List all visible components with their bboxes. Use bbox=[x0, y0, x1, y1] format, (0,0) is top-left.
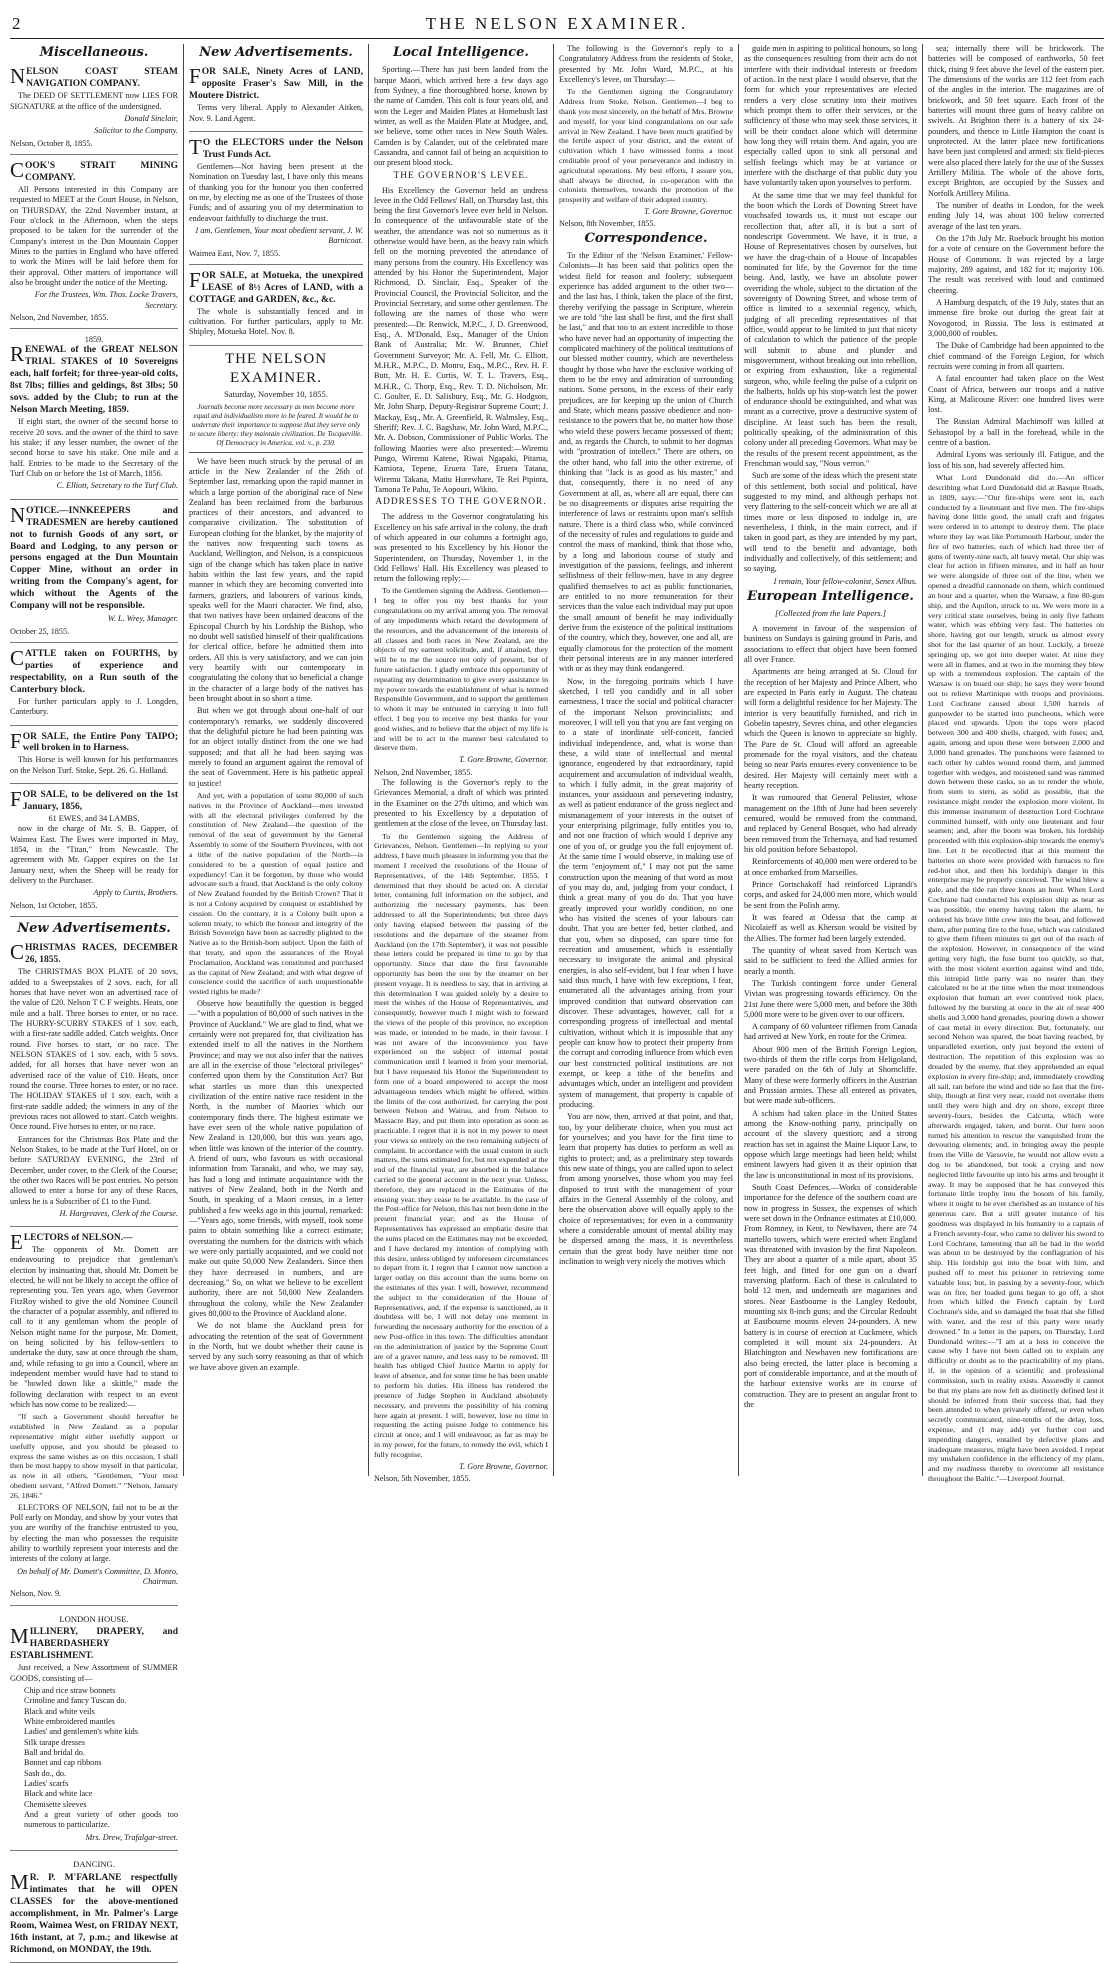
ad-signature: Mrs. Drew, Trafalgar-street. bbox=[85, 1832, 178, 1842]
ad-body: The whole is substantially fenced and in cultivation. For further particulars, apply to Mr. Shipley, Motueka Hotel. Nov. 8. bbox=[189, 306, 363, 337]
editorial-paragraph: We have been much struck by the perusal of an article in the New Zealander of the 26th of September last, remarking upon the rapid manner in which a large portion of the aboriginal race of New Zealand has been reclaimed from the barbarous practices of their ancestors, and advanced to comparative civilization. The substitution of European clothing for the blanket, by the majority of the natives now frequenting such towns as Auckland, Wellington, and Nelson, is a conspicuous sign of the change which has taken place in native habits within the last few years, and the rapid manner in which they are becoming converted into farmers, graziers, and labourers of various kinds, speaks well for the Maori character. We find, also, that two natives have been ordained deacons of the Episcopal Church by his Lordship the Bishop, who no doubt well satisfied himself of their qualifications for clerical office, before he admitted them into orders. All this is very satisfactory, and we can join very heartily with our contemporary in congratulating the colony that so beneficial a change in the character of a large body of the natives has been brought about in so short a time. bbox=[189, 456, 363, 704]
section-heading-new-advertisements: New Advertisements. bbox=[199, 45, 353, 60]
ad-body: now in the charge of Mr. S. B. Gapper, of Waimea East. The Ewes were imported in May, 1854, in the "Titan," from Newcastle. The agreement with Mr. Gapper expires on the 1st January next, when the Sheep will be ready for delivery to the Purchaser. bbox=[10, 824, 178, 885]
news-paragraph: The Turkish contingent force under General Vivian was progressing towards efficiency. On the 21st June there were 5,000 men, and before the 30th 5,000 more were to be given over to our officers. bbox=[744, 978, 917, 1019]
ad-signature: C. Elliott, Secretary to the Turf Club. bbox=[56, 481, 178, 491]
list-item: Black and white veils bbox=[24, 1706, 95, 1716]
ad-trust-funds-electors bbox=[189, 136, 363, 265]
ad-body: Gentlemen—Not having been present at the Nomination on Tuesday last, I have only this means of thanking you for the honour you then conferred on me, by electing me as one of the Trustees of those Funds; and of assuring you of my determination to endeavour faithfully to discharge the trust. bbox=[189, 161, 363, 223]
ad-body: Terms very liberal. Apply to Alexander Aitken, Nov. 9. Land Agent. bbox=[189, 103, 363, 123]
ad-body: The DEED OF SETTLEMENT now LIES FOR SIGNATURE at the office of the undersigned. bbox=[10, 91, 178, 111]
news-paragraph: What Lord Dundonald did do.—An officer describing what Lord Dundonald did at Basque Roads, in 1809, says:—"Our fire-ships were sent in, each conducted by a lieutenant and five men. The fire-ships having done little good, the small craft and frigates were ordered in to attempt to destroy them. The place where they lay was like Portsmouth Harbour, under the fire of two batteries, each of which had three tier of guns of twenty-nine each, all heavy metal. Our ship was clear for action in fifteen minutes, and in half an hour we were alongside of three out of the line, when we opened a dreadful cannonade on them, which continued an hour and a quarter, when the Warsaw, a fine 80-gun ship, and the Aquilon, struck to us. We were more in a very critical state ourselves, being in only five fathom water, which was ebbing very fast. The batteries on shore, having got our length, struck us almost every shot for the last quarter of an hour. Luckily, a breeze springing up, we got into deeper water. At nine they were all in flames, and at two in the morning they blew up with a tremendous explosion. The captain of the Warsaw is on board our ship; he says they were bound out to relieve Martinique with troops and provisions. Lord Cochrane caused about 1,500 barrels of gunpowder to be started into puncheons, which were placed end upwards. Upon the tops were placed between 300 and 400 shells, charged, with fuses; and, again, among and upon these were between 2,000 and 3,000 hand grenades. The puncheons were fastened to each other by cables wound round them, and jammed together with wedges, and moistened sand was rammed down between these casks, so as to render the whole, from stem to stern, as solid as possible, that the resistance might render the explosion more violent. In this immense instrument of destruction Lord Cochrane committed himself, with only one lieutenant and four seamen; and, after the boom was broken, his lordship proceeded with this explosion-ship towards the enemy's line. Let it be recollected that at this moment the batteries on shore were provided with furnaces to fire red-hot shot, and then his lordship's danger in this enterprise may be properly conceived. The wind blew a gale, and the tide ran three knots an hour. When Lord Cochrane had conducted his explosion ship as near as was possible, the enemy having taken the alarm, he ordered his brave little crew into the boat, and followed them, after putting fire to the fuse, which was calculated to give them fifteen minutes to get out of the reach of the explosion. However, in consequence of the wind getting very high, the fuse burnt too quickly, so that, with the most violent exertion against wind and tide, this intrepid little party was no nearer than they calculated to be at the time when the most tremendous explosion that human art ever contrived took place, followed by the bursting at once in the air of near 400 shells and 3,000 hand grenades, pouring down a shower of cast metal in every direction. But, fortunately, our second Nelson was spared, the boat having reached, by unparalleled exertion, only just beyond the extent of destruction. The repetition of this explosion was so dreaded by the enemy, that they apprehended an equal explosion in every fire-ship; and, immediately crowding all sail, ran before the wind and tide so fast that the fire-ship, though at first very near, could not overtake them until they were high and dry on shore, except three seventy-fours, besides the Calcutta, which were afterwards engaged, taken, and burnt. Our hero soon turned his attention to rescue the vanquished from the devouring elements; and, in bringing away the people from the Ville de Varsovie, he would not allow even a dog to be abandoned, but took a crying and now neglected little favourite up into his arms and brought it away. It may be supposed that he has conveyed this fortunate little trophy into the bosom of his family, where it ought to be ever cherished as an instance of his generous care. But a still greater instance of his goodness was displayed in his humanity to a captain of a French seventy-four, who came to deliver his sword to Lord Cochrane, lamenting that all he had in the world was about to be destroyed by the conflagration of his ship. His lordship got into the boat with him, and pushed off to meet his prisoner in retrieving some valuable loss; but, in passing by a seventy-four, which was on fire, her loaded guns began to go off, a shot from which killed the French captain by Lord Cochrane's side, and so damaged the boat that she filled with water, and the rest of this party were nearly drowned." In a letter in the papers, on Thursday, Lord Dundonald writes:—"I am at a loss to conceive the cause why I have not been called on to explain any difficulty or doubt as to the practicability of my plans, if, in the opinion of a scientific and professional commission, such in reality exists. Assuredly it cannot be that my plans are now felt as distinctly defined lest it should be inferred from their success that, had they been attended to when privately offered, or even when secretly communicated, nine-tenths of the delay, loss, expense, and (I may add) yet further cost and impending dangers, entailed by defective plans and inadequate measures, might have been avoided. I repeat my unshaken confidence in the efficiency of my plans, and my readiness thereby to overcome all resistance throughout the Baltic."—Liverpool Journal. bbox=[928, 473, 1104, 1483]
ad-body: Entrances for the Christmas Box Plate and the Nelson Stakes, to be made at the Turf Hotel, on or before SATURDAY EVENING, the 23rd of December, under cover, to the Clerk of the Course; the other two Races will be post entries. No person allowed to enter a horse for any of these Races, unless he is a Subscriber of £1 to the Fund. bbox=[10, 1134, 178, 1206]
column-3 bbox=[374, 44, 548, 1483]
editorial-quote: And yet, with a population of some 80,000 of such natives in the Province of Auckland—men invested with all the electoral privileges conferred by the constitution of New Zealand—the question of the removal of the seat of government by the General Assembly to some of the Southern Provinces, with not a tithe of the native population of the North—is considered to be a question of equal justice and expediency! Can it be forgotten, by those who would advocate such a fraud, that Auckland is the only colony of New Zealand founded by the British Crown? That it is not a Colony acquired by conquest or established by cession. On the contrary, it is a Colony built upon a solemn treaty, to which the honour and integrity of the British Sovereign have been as sacredly plighted to the Native as to the British-born subject. Upon the faith of that treaty, and upon the assurances of the Royal Proclamation, Auckland was constituted and purchased as the capital of New Zealand; and with what degree of conscience could the sacrifice of such unquestionable vested rights be made? bbox=[189, 791, 363, 997]
reply-date: Nelson, 2nd November, 1855. bbox=[374, 767, 473, 777]
ad-date: Nelson, 2nd November, 1855. bbox=[10, 312, 109, 322]
article-paragraph: The following is the Governor's reply to a Congratulatory Address from the residents of Stoke, presented by Mr. John Ward, M.P.C., at his Excellency's levee, on Thursday:— bbox=[559, 44, 733, 84]
letter-paragraph: You are now, then, arrived at that point, and that, too, by your deliberate choice, when you must act for yourselves; and you have for the first time to learn that property has duties to perform as well as rights to protect; and, as a preliminary step towards this new state of things, you are called upon to select from among yourselves, those whom you may feel disposed to trust with the management of your affairs in the General Assembly of the colony, and here the observation above will equally apply to the choice of representatives; for even in a community where a considerable amount of mental ability may be dispersed among the mass, it is nevertheless certain that the great body have neither time nor inclination to weigh very nicely the motives which bbox=[559, 1112, 733, 1266]
ad-body: All Persons interested in this Company are requested to MEET at the Court House, in Nelson, on THURSDAY, the 22nd November instant, at Four o'clock in the Afternoon, when the steps proposed to be taken for the surrender of the Company's interest in the Dun Mountain Copper Mines to the parties in England who have offered to work the Mines will be laid before them for their approval. Other matters of importance will also be brought under the notice of the Meeting. bbox=[10, 184, 178, 287]
ad-signature: On behalf of Mr. Domett's Committee, D. Monro, Chairman. bbox=[17, 1566, 178, 1586]
article-paragraph: His Excellency the Governor held an undress levee in the Odd Fellows' Hall, on Thursday last, this being the first Governor's levee ever held in Nelson. In consequence of the unfavourable state of the weather, the attendance was not so numerous as it otherwise would have been, as the heavy rain which fell on the morning prevented the attendance of many persons from the country. His Excellency was attended by his Honor the Superintendent, Major Richmond, D. Sinclair, Esq., Speaker of the Provincial Council, the Provincial Solicitor, and the Provincial Secretary, and some other gentlemen. The following are the names of those who were presented:—Dr. Renwick, M.P.C., J. D. Greenwood, Esq., A. M'Donald, Esq., Manager of the Union Bank of Australia; Mr. W. Brunner, Chief Government Surveyor; Mr. A. Fell, Mr. C. Elliott, M.H.R., M.P.C., D. Monro, Esq., M.P.C., Rev. H. F. Butt, Mr. H. E. Curtis, W. T. L. Travers, Esq., M.H.R., C. Thorp, Esq., Rev. T. D. Nicholson, Mr. C. Goulter, E. D. Salisbury, Esq., Mr. G. Hodgson, Mr. John Sharp, Deputy-Registrar Supreme Court; J. Mackay, Esq., Mr. A. Greenfield, R. Walmsley, Esq., Sheriff; Rev. J. C. Bagshaw, Mr. John Ward, M.P.C., Mr. A. Dobson, Commissioner of Public Works. The following Maories were also presented:—Wiremu Pungo, Wiremu Katene, Riwai Ngapaki, Pitama, Kamiora, Tepene, Eruera Tare, Eruera Tatana, Wiremu Takana, Matiu Hurewhare, Te Rei Pipiora, Tamona Te Pahu, Te Aopouri, Wikito. bbox=[374, 185, 548, 495]
column-5 bbox=[744, 44, 917, 1476]
ad-headline: CHRISTMAS RACES, DECEMBER 26, 1855. bbox=[10, 940, 178, 966]
news-paragraph: Reinforcements of 40,000 men were ordered to be at once embarked from Marseilles. bbox=[744, 857, 917, 877]
news-paragraph: The Russian Admiral Machimoff was killed at Sebastopol by a ball in the forehead, while in the centre of a bastion. bbox=[928, 417, 1104, 448]
list-item: Black and white lace bbox=[24, 1789, 93, 1799]
ad-headline: COOK'S STRAIT MINING COMPANY. bbox=[10, 157, 178, 183]
ad-body: The CHRISTMAS BOX PLATE of 20 sovs, added to a Sweepstakes of 2 sovs. each, for all horses that have never won an advertised race of the value of £20. Nelson T C F weights. Heats, one mile and a half. Three horses to enter, or no race. The HURRY-SCURRY STAKES of 1 sov. each, with a first-rate saddle added. Catch weights. Once round. Five horses to start, or no race. The NELSON STAKES of 1 sov. each, with 5 sovs. added, for all horses that have never won an advertised race of the value of £10. Heats, once round the course. Three horses to enter, or no race. The HOLIDAY STAKES of 1 sov. each, with a first-rate saddle added; the winners in any of the previous races not allowed to start. Catch weights. Once round. Five horses to enter, or no race. bbox=[10, 967, 178, 1132]
ad-motueka-lease bbox=[189, 269, 363, 346]
ad-trial-stakes bbox=[10, 333, 178, 499]
ad-headline: ELECTORS of NELSON.— bbox=[10, 1230, 133, 1255]
list-item: White embroidered mantles bbox=[24, 1717, 115, 1727]
news-paragraph: South Coast Defences.—Works of considerable importance for the defence of the southern coast are now in progress in Sussex, the expenses of which were set down in the Ordnance estimates at £10,000. From Romney, in Kent, to Newhaven, there are 74 martello towers, which were erected when England was threatened with invasion by the first Napoleon. They are about a quarter of a mile apart, about 35 feet high, and fitted for one gun on a dwarf traversing platform. Each of these is calculated to hold 12 men, and underneath are magazines and stores. Near Eastbourne is the Langley Redoubt, mounting six 8-inch guns; and the Circular Redoubt at Eastbourne mounts eleven 24-pounders. A new battery is in course of erection at Cuckmere, which completed it will mount six 24-pounders. At Blatchington and Newhaven new fortifications are also being erected, the latter place is becoming a port of considerable importance, and at the mouth of the harbour extensive works are in course of construction. They are to present an angular front to the bbox=[744, 1183, 917, 1409]
governor-reply: To the Gentlemen signing the Address. Gentlemen—I beg to offer you my best thanks for your congratulations on my arrival among you. The removal of any impediments which retard the development of the resources, and the advancement of the interests of all classes and both races in New Zealand, are the objects of my earnest solicitude, and, if attained, they will be to me the source not only of present, but of future satisfaction. I gladly embrace this opportunity of repeating my determination to give every assistance in my power towards the establishment of what is termed Responsible Government, and to support the gentlemen to whom it may be entrusted in carrying it into full effect. I beg you to receive my best thanks for your good wishes, and to believe that the object of my life is and will be to act in the manner best calculated to deserve them. bbox=[374, 586, 548, 753]
ad-headline: FOR SALE, Ninety Acres of LAND, opposite Fraser's Saw Mill, in the Moutere District. bbox=[189, 64, 363, 102]
news-paragraph: Admiral Lyons was seriously ill. Fatigue, and the loss of his son, had severely affected him. bbox=[928, 450, 1104, 470]
news-paragraph: A movement in favour of the suspension of business on Sundays is gaining ground in Paris, and associations to effect that object have been formed all over France. bbox=[744, 624, 917, 664]
ad-signature: H. Hargreaves, Clerk of the Course. bbox=[59, 1208, 178, 1218]
column-rule bbox=[368, 44, 369, 1476]
ad-quote: "If such a Government should hereafter be established in New Zealand as a popular representative might either usefully support or usefully oppose, and you should be pleased to express the same wishes as on this occasion, I shall then be most happy to show myself in that particular, as now in all others, "Gentlemen, "Your most obedient servant, "Alfred Domett." "Nelson, January 26, 1846." bbox=[10, 1412, 178, 1500]
masthead bbox=[10, 14, 1104, 34]
section-heading-miscellaneous: Miscellaneous. bbox=[39, 45, 149, 60]
article-subheading: ADDRESSES TO THE GOVERNOR. bbox=[375, 497, 547, 508]
ad-signature: Apply to Curtis, Brothers. bbox=[93, 888, 178, 898]
ad-dancing bbox=[10, 1855, 178, 1963]
news-paragraph: A company of 60 volunteer riflemen from Canada had arrived at New York, en route for the Crimea. bbox=[744, 1022, 917, 1042]
list-item: Chip and rice straw bonnets bbox=[24, 1686, 116, 1696]
letter-paragraph: To the Editor of the 'Nelson Examiner.' Fellow-Colonists—It has been said that politics open the widest field for reason and foolery; subsequent experience has added argument to the other two—and the last has, I think, taken the place of the first, thereby verifying the passage in Scripture, wherein we are told "the last shall be first, and the first shall be last," and that too to an extent incredible to those who have never had an opportunity of inspecting the complicated machinery of the political institutions of our blessed mother country, which are nevertheless thought by those who have the exclusive working of them to be the envy and admiration of surrounding nations. Some persons, in the excess of their early prejudices, are for keeping up the union of Church and State, which means passive obedience and non-resistance to the powers that be, no matter how those who wield these powers became possessed of them; and, as regards the Church, to submit to her dogmas with "prostration of intellect." There are others, on the other hand, who fall into the other extreme, of thinking that "Jack is as good as his master," and that, consequently, there is no need of any Government at all, as, where all are equal, there can be no disagreements or disputes arise requiring the interference of laws or restraints upon man's selfish nature. There is a third class who, while convinced of the necessity of rules and regulations to guide and control the mass of mankind, think that those who, by a long and laborious course of study and investigation of the passions, feelings, and inherent selfishness of their fellow-men, have in any degree qualified themselves to act as public functionaries, are entitled to no more remuneration for their services than the value each individual may put upon the small amount of benefit he may individually derive from the existence of the political institutions of the country, which they, however, one and all, are equally clamorous for the protection of the moment their personal interests are in any manner interfered with or as they may think endangered. bbox=[559, 251, 733, 674]
ad-electors-of-nelson bbox=[10, 1231, 178, 1605]
ad-date: Nelson, October 8, 1855. bbox=[10, 138, 93, 148]
ad-headline: RENEWAL of the GREAT NELSON TRIAL STAKES of 10 Sovereigns each, half forfeit; for three-year-old colts, 8st 7lbs; fillies and geldings, 8st 3lbs; 50 sovs. added by the Club; to run at the Nelson March Meeting, 1859. bbox=[10, 342, 178, 416]
news-paragraph: It was feared at Odessa that the camp at Nicolaieff as well as Kherson would be visited by the Allies. The former had been largely extended. bbox=[744, 912, 917, 943]
ad-body: For further particulars apply to J. Longden, Canterbury. bbox=[10, 696, 178, 717]
page-number: 2 bbox=[12, 14, 21, 33]
ad-subheading: LONDON HOUSE. bbox=[59, 1613, 129, 1624]
ad-headline: TO the ELECTORS under the Nelson Trust Funds Act. bbox=[189, 134, 363, 160]
ad-body: This Horse is well known for his performances on the Nelson Turf. Stoke, Sept. 26. G. Holland. bbox=[10, 755, 178, 775]
list-item: Chemisette sleeves bbox=[24, 1799, 87, 1809]
ad-signature: Donald Sinclair, bbox=[124, 113, 178, 123]
ad-body: Just received, a New Assortment of SUMMER GOODS, consisting of— bbox=[10, 1663, 178, 1683]
ad-pony-sale bbox=[10, 730, 178, 785]
ad-mining-company bbox=[10, 159, 178, 329]
letter-paragraph: Such are some of the ideas which the present state of this settlement, both social and political, have suggested to my mind, and although perhaps not very flattering to the self-conceit which we are all at times more or less disposed to indulge in, are nevertheless, I think, in the main correct, and if taken in good part, as they are intended by my part, will tend to the benefit and advantage, both individually and collectively, of this settlement; and so saying, bbox=[744, 471, 917, 574]
ad-london-house bbox=[10, 1610, 178, 1851]
editorial-paragraph: Observe how beautifully the question is begged—"with a population of 80,000 of such natives in the Province of Auckland." We are glad to find, what we certainly were not prepared for, that civilization has extended itself to all the natives in the Northern Province; and may we not also infer that the natives are all in the exercise of those "electoral privileges" conferred upon them by the Constitution Act? But what startles us more than this unexpected civilization of the entire native race resident in the North, is the number of Maories which our contemporary finds there. The highest estimate we have ever seen of the whole native population of New Zealand is 120,000, but this was years ago, when little was known of the interior of the country. A friend of ours, who favours us with occasional information from Taranaki, and who, we may say, has had a long and intimate acquaintance with the natives of New Zealand, both in the North and South, in speaking of a Maori census, in a letter published a few weeks ago in this journal, remarked:—"Years ago, some friends, with myself, took some pains to obtain something like a correct estimate; overstating the numbers for the districts with which we were only partially acquainted, and we could not make out quite 50,000 New Zealanders. Since then they have decreased in numbers, and are decreasing." So, on what we believe to be excellent authority, there are not 50,000 New Zealanders throughout the colony, while the New Zealander gives 80,000 to the Province of Auckland alone. bbox=[189, 999, 363, 1318]
list-item: Sash do., do. bbox=[24, 1768, 67, 1778]
column-6 bbox=[928, 44, 1104, 1483]
letter-paragraph: Now, in the foregoing portraits which I have sketched, I tell you candidly and in all sober earnestness, I trace the social and political character of the important Nelson provincialists; and moreover, I will tell you that you are fast verging on to a state of inordinate self-conceit, fancied individual independence, and, what is worse than these, a wild state of intellectual and mental ignorance, engendered by that extraordinary, rapid acquirement and accumulation of individual wealth, to which I fully admit, in the great majority of instances, your assiduous and persevering industry, as well as patient endurance of the gross neglect and mismanagement of your interests in the outset of your enterprising pilgrimage, fully entitles you to, and not one fraction of which would I deprive any one of you of, or grudge you the full enjoyment of. At the same time I would observe, in making use of the term "enjoyment of," I may not put the same construction upon the meaning of that word as most of you may do, and, judging from your conduct, I think a great many of you do do. That you have greatly improved your worldly condition, no one who has visited the scenes of your labours can doubt. That you are better fed, better clothed, and that you, when so disposed, can spare time for recreation and amusement, which is essentially necessary to invigorate the animal and physical energies, is also self-evident, but I fear when I have said thus much, I have with few exceptions, I fear, enumerated all the advantages arising from your improved condition that outward observation can discover. These advantages, however, call for a corresponding progress of intellectual and mental cultivation, without which it is impossible that any people can know how to protect their property from the corrupt and corroding influence from which even our best constructed political institutions are not exempt, or keep a tithe of the benefits and advantages which, under an intelligent and provident system of management, that property is capable of producing. bbox=[559, 676, 733, 1109]
governor-reply: To the Gentlemen signing the Address of Grievances, Nelson. Gentlemen—In replying to your address, I have much pleasure in informing you that the moment I received the resolutions of the House of Representatives, of the 14th September, 1855, I determined that they should be acted on. A circular letter, containing full information on the subject, and authorizing the necessary payments, has been addressed to all the Superintendents; but three days only having elapsed between the passing of the resolutions and the departure of the steamer from Auckland (on the 17th September), it was not possible these letters could be prepared in time to go by that opportunity. Since that date the first favourable opportunity has been the one by the steamer on her present voyage. It is needless to say, that in arriving at this determination I was guided solely by a desire to meet the wishes of the House of Representatives, and consequently, however much I might wish to forward the views of the people of this province, no exception was made, or intended to be made, in their favour. I was not aware of the inconvenience you have experienced on the subject of internal postal communication until I learned it from your memorial, but I have requested his Honor the Superintendent to form one of a board empowered to accept the most advantageous tenders which might be offered, within the limits of the cost authorized, for carrying the post between Nelson and Wairau, and from Nelson to Massacre Bay, and put them into operation as soon as practicable. I regret that it is not in my power to meet your views so entirely on the two remaining subjects of complaint. In accordance with the usual custom in such matters, the sums estimated for, but not expended at the end of the financial year, are absorbed in the balance carried to the general account in the next year. Unless, therefore, they are replaced in the Estimates of the ensuing year, they cease to be available. In the case of the Post-office for Nelson, this has not been done in the present financial year; and as the House of Representatives has expressed an emphatic desire that the sums placed on the Estimates may not be exceeded, and I have declared my intention of complying with this desire, unless obliged by unforeseen circumstances to depart from it, I regret that I cannot now sanction a larger outlay on this account than the sums borne on the estimates of this year. I will, however, recommend the subject to the consideration of the House of Representatives, and, if the expense is sanctioned, as it doubtless will be, I will not delay one moment in forwarding the necessary authority for the erection of a new Post-office in this town. The difficulties attendant on the administration of justice by the Supreme Court are of a graver nature, and less easy to be removed. Ill health has obliged Chief Justice Martin to apply for leave of absence, and for some time he has been unable to perform his duties. His illness has rendered the presence of Judge Stephen in Auckland absolutely necessary, and prevents the possibility of his coming here again at present. I will, however, lose no time in requesting the acting puisne Judge to commence his circuit at once, and I will endeavour, as far as may be in my power, for the future, to remedy the evil, which I fully recognise. bbox=[374, 831, 548, 1459]
ad-headline: FOR SALE, the Entire Pony TAIPO; well broken in to Harness. bbox=[10, 728, 178, 754]
ad-steam-navigation bbox=[10, 65, 178, 155]
masthead-rule bbox=[10, 38, 1104, 39]
reply-signature: T. Gore Browne, Governor. bbox=[644, 207, 733, 217]
reply-date: Nelson, 5th November, 1855. bbox=[374, 1473, 471, 1483]
ad-headline: FOR SALE, at Motueka, the unexpired LEASE of 8½ Acres of LAND, with a COTTAGE and GARDEN, &c., &c. bbox=[189, 267, 363, 305]
letter-paragraph: guide men in aspiring to political honours, so long as the consequences resulting from their acts do not interfere with their individual interests or freedom of action. In the next place I would observe, that the form for which your representatives are elected renders a very close scrutiny into their motives which prompt them to offer their services, or the sufficiency of those who may seek those services, it will be their conduct alone which will determine how long they will retain them. And again, you are especially called upon to sink all personal and selfish feelings which may be at variance or interfere with the discharge of that public duty you have voluntarily taken upon yourselves to perform. bbox=[744, 44, 917, 188]
editorial-paragraph: We do not blame the Auckland press for advocating the retention of the seat of Government in the North, but we doubt whether their cause is served by any such sorry reasoning as that of which we have above given an example. bbox=[189, 1321, 363, 1372]
ad-ewes-sale bbox=[10, 788, 178, 917]
column-4 bbox=[559, 44, 733, 1476]
ad-signature: Solicitor to the Company. bbox=[94, 126, 178, 136]
list-item: Ladies' scarfs bbox=[24, 1779, 69, 1788]
news-paragraph: The number of deaths in London, for the week ending July 14, was about 100 below corrected average of the last ten years. bbox=[928, 200, 1104, 231]
section-note: [Collected from the late Papers.] bbox=[774, 609, 887, 619]
list-item: Ball and bridal do. bbox=[24, 1748, 85, 1758]
news-paragraph: A schism had taken place in the United States among the Know-nothing party, principally on account of the slavery question; and a strong reaction has set in against the Maine Liquor Law, to oppose which large meetings had been held; whilst eminent lawyers had given it as their opinion that the law is unconstitutional in most of its provisions. bbox=[744, 1108, 917, 1180]
ad-body: If eight start, the owner of the second horse to receive 20 sovs. and the owner of the third to save his stake; if any lesser number, the owner of the second horse to save his stake. One mile and a half. Entries to be made to the Secretary of the Turf Club on or before the 1st of March, 1856. bbox=[10, 417, 178, 478]
column-1 bbox=[10, 44, 178, 1955]
letter-signature: I remain, Your fellow-colonist, Senex Albus. bbox=[773, 576, 917, 586]
news-paragraph: A fatal encounter had taken place on the West Coast of Africa, between our troops and a native King, at Malicoune River: one hundred lives were lost. bbox=[928, 374, 1104, 415]
newspaper-title: THE NELSON EXAMINER. bbox=[425, 14, 689, 33]
reply-signature: T. Gore Browne, Governor. bbox=[459, 1461, 548, 1471]
column-rule bbox=[738, 44, 739, 1476]
column-rule bbox=[553, 44, 554, 1476]
ad-body: ELECTORS OF NELSON, fail not to be at the Poll early on Monday, and show by your votes that you are worthy of the franchise entrusted to you, by electing the man who possesses the requisite ability to worthily represent your interests and the interests of the colony at large. bbox=[10, 1502, 178, 1564]
editorial-date: Saturday, November 10, 1855. bbox=[224, 388, 328, 399]
ad-body: The opponents of Mr. Domett are endeavouring to prejudice that gentleman's election by insinuating that, should Mr. Domett be elected, he will not be likely to accept the office of representing you. Ten years ago, when Governor FitzRoy wished to give the old Nominee Council the character of a popular assembly, and offered to call to it any gentleman whom the people of Nelson might name for the purpose, Mr. Domett, on being solicited by his fellow-settlers to undertake the duty, saw at once through the sham, and, while refusing to go into a Council, where an independent member would have had to stand to be "bowled down like a skittle," made the following declaration with respect to an event which has now come to be realized:— bbox=[10, 1245, 178, 1410]
ad-items: 61 EWES, and 34 LAMBS, bbox=[48, 814, 140, 824]
news-paragraph: The Duke of Cambridge had been appointed to the chief command of the Foreign Legion, for which recruits were coming in from all quarters. bbox=[928, 341, 1104, 371]
list-item: Bonnet and cap ribbons bbox=[24, 1758, 102, 1768]
article-paragraph: The following is the Governor's reply to the Grievances Memorial, a draft of which was printed in the Examiner on the 27th ultimo, and which was presented to his Excellency by a deputation of gentlemen at the close of the levee, on Thursday last. bbox=[374, 777, 548, 829]
news-paragraph: Prince Gortschakoff had reinforced Liprandi's corps, and asked for 24,000 men more, which would be sent from the Polish army. bbox=[744, 879, 917, 910]
news-paragraph: It was rumoured that General Pelissier, whose management on the 18th of June had been severely censured, would be removed from the command, and replaced by General Bosquet, who had already been removed from the Tchernaya, and had resumed his old position before Sebastopol. bbox=[744, 793, 917, 854]
ad-subheading: DANCING. bbox=[73, 1858, 115, 1869]
ad-headline: FOR SALE, to be delivered on the 1st January, 1856, bbox=[10, 787, 178, 813]
ad-headline: MILLINERY, DRAPERY, and HABERDASHERY ESTABLISHMENT. bbox=[10, 1624, 178, 1662]
ad-year: 1859. bbox=[84, 335, 104, 345]
ad-innkeepers-notice bbox=[10, 504, 178, 643]
ad-land-sale bbox=[189, 65, 363, 132]
ad-headline: NELSON COAST STEAM NAVIGATION COMPANY. bbox=[10, 64, 178, 90]
ad-signature: I am, Gentlemen, Your most obedient servant, J. W. Barnicoat. bbox=[195, 225, 363, 246]
editorial-masthead: THE NELSON EXAMINER. bbox=[224, 350, 328, 386]
list-item: Silk tarape dresses bbox=[24, 1737, 85, 1747]
editorial-paragraph: But when we got through about one-half of our contemporary's remarks, we suddenly discovered that the delightful picture he had been painting was for an object totally distinct from the one we had supposed; and that all he had been saying was merely to found an argument against the removal of the seat of Government. Here is his pathetic appeal to justice! bbox=[189, 706, 363, 788]
column-rule bbox=[922, 44, 923, 1476]
ad-date: Nelson, 1st October, 1855. bbox=[10, 900, 98, 910]
reply-signature: T. Gore Browne, Governor. bbox=[459, 755, 548, 765]
ad-signature: W. L. Wrey, Manager. bbox=[107, 614, 178, 624]
ad-headline: CATTLE taken on FOURTHS, by parties of experience and respectability, on a Run south of the Canterbury block. bbox=[10, 645, 178, 695]
news-paragraph: Apartments are being arranged at St. Cloud for the reception of her Majesty and Prince Albert, who are expected in Paris early in August. The chateau will form a delightful residence for her Majesty. The interior is very beautifully furnished, and rich in Gobelin tapestry, Sevres china, and other elegancies which the Queen is known to appreciate so highly. The Pare de St. Cloud will afford an agreeable promenade for the royal visitors, and the chateau being so near Paris ensures every convenience to be desired. Her Majesty will certainly meet with a hearty reception. bbox=[744, 667, 917, 790]
editorial-motto: Journals become more necessary as men become more equal and individualism more to be feared. It would be to underrate their importance to suppose that they serve only to secure liberty: they maintain civilization. De Tocqueville. Of Democracy in America, vol. v., p. 230. bbox=[189, 403, 363, 452]
reply-date: Nelson, 8th November, 1855. bbox=[559, 219, 656, 229]
list-item: Ladies' and gentlemen's white kids bbox=[24, 1727, 138, 1737]
column-2 bbox=[189, 44, 363, 1476]
news-paragraph: On the 17th July Mr. Roebuck brought his motion for a vote of censure on the Government before the House of Commons. It was rejected by a large majority, 289 against, and 182 for it; majority 106. The result was received with loud and continued cheering. bbox=[928, 233, 1104, 295]
ad-cattle bbox=[10, 647, 178, 726]
article-subheading: THE GOVERNOR'S LEVEE. bbox=[393, 170, 529, 181]
section-heading-new-advertisements: New Advertisements. bbox=[17, 920, 171, 936]
section-heading-correspondence: Correspondence. bbox=[584, 230, 708, 246]
news-paragraph: A Hamburg despatch, of the 19 July, states that an immense fire broke out during the great fair at Novogorod, in Russia. The loss is estimated at 3,000,000 of roubles. bbox=[928, 297, 1104, 338]
section-heading-european-intelligence: European Intelligence. bbox=[747, 589, 914, 605]
ad-signature: For the Trustees, Wm. Thos. Locke Travers, Secretary. bbox=[34, 290, 178, 310]
news-paragraph: sea; internally there will be brickwork. The batteries will be composed of earthworks, 50 feet thick, rising 9 feet above the level of the eastern pier. The dimensions of the works are 112 feet from each of the angles in the interior. The magazines are of brickwork, and 50 feet square. Each front of the batteries will mount three guns of heavy calibre on swivels. At Brighton there is a battery of six 24-pounders, and thence to Little Hampton the coast is unprotected. At the latter place new fortifications have been just completed and armed: six field-pieces were also placed there lately for the use of the Sussex Artillery Militia. The whole of the above forts, except Brighton, are occupied by the Sussex and Norfolk Artillery Militia. bbox=[928, 44, 1104, 198]
letter-paragraph: At the same time that we may feel thankful for the boon which the Lords of Downing Street have vouchsafed towards us, it must not escape our recollection that, after all, it is but a sort of nondescript Government. We have, it is true, a House of Representatives chosen by ourselves, but we have the drag-chain of a House of Incapables nominated for life, by the Governor for the time being. And, lastly, we have an absolute power overriding the whole, subject to the dictation of the sovereignty of Downing Street, and whose term of office is limited to a sexennial regency, which, judging of all preceding representatives of that office, would appear to be limited to just that nicety of calculation to which the patience of the people will submit to abuse and plunder and misgovernment, without breaking out into rebellion, or expiring from exhaustion, like a regimental surgeon, who, while feeling the pulse of a culprit on the halberts, holds up his stop-watch lest the power of endurance should be extinguished, and what was meant as a corrective, prove a destructive system of discipline. At least such has been the result, politically speaking, of the administration of this colony under all preceding Governors. What may be the results of the present recent appointment, as the Frenchman would say, "Nous verron." bbox=[744, 190, 917, 469]
ad-date: Waimea East, Nov. 7, 1855. bbox=[189, 248, 281, 258]
article-paragraph: The address to the Governor congratulating his Excellency on his safe arrival in the colony, the draft of which appeared in our columns a fortnight ago, was presented to his Excellency by his Honor the Superintendent, on Thursday, November 1, in the Odd Fellows' Hall. His Excellency was pleased to return the following reply:— bbox=[374, 512, 548, 584]
article-paragraph: Sporting.—There has just been landed from the barque Maori, which arrived here a few days ago from Sydney, a fine thoroughbred horse, known by the name of Camden. This colt is four years old, and won the Leger and Maiden Plates at Homebush last winter, as well as the Maiden Plate at Mudgee, and, we believe, some other races in New South Wales. Camden is by Calander, out of the celebrated mare Cassandra, and cannot fail of being an acquisition to our present blood stock. bbox=[374, 65, 548, 168]
news-paragraph: The quantity of wheat saved from Kertsch was said to be sufficient to feed the Allied armies for nearly a month. bbox=[744, 945, 917, 976]
list-item: Crinoline and fancy Tuscan do. bbox=[24, 1696, 127, 1706]
column-rule bbox=[183, 44, 184, 1476]
goods-list bbox=[24, 1686, 178, 1831]
governor-reply: To the Gentlemen signing the Congratulatory Address from Stoke, Nelson. Gentlemen—I beg to thank you most sincerely, on the behalf of Mrs. Browne and myself, for your kind congratulations on our safe arrival in New Zealand. I have been much gratified by the fertile aspect of your district, and the extent of cultivation which I have witnessed forms a most creditable proof of your perseverance and industry in agricultural operations. My best efforts, I assure you, shall always be directed, in co-operation with the colonists themselves, towards the promotion of the prosperity and welfare of their adopted country. bbox=[559, 87, 733, 205]
news-paragraph: About 900 men of the British Foreign Legion, two-thirds of them the rifle corps from Heligoland, were paraded on the 6th of July at Shorncliffe. Many of these were formerly officers in the Austrian and Prussian armies. These all entered as privates, but were made sub-officers. bbox=[744, 1044, 917, 1106]
ad-christmas-races bbox=[10, 941, 178, 1227]
ad-headline: MR. P. M'FARLANE respectfully intimates that he will OPEN CLASSES for the above-mentioned accomplishment, in Mr. Palmer's Large Room, Waimea West, on FRIDAY NEXT, 16th instant, at 7, p.m.; and likewise at Richmond, on MONDAY, the 19th. bbox=[10, 1869, 178, 1955]
list-item: And a great variety of other goods too numerous to particularize. bbox=[24, 1809, 178, 1830]
ad-date: Nelson, Nov. 9. bbox=[10, 1589, 62, 1599]
ad-headline: NOTICE.—INNKEEPERS and TRADESMEN are hereby cautioned not to furnish Goods of any sort, or Board and Lodging, to any person or persons engaged at the Dun Mountain Copper Mine, without an order in writing from the Company's agent, for which without the Agents of the Company will not be responsible. bbox=[10, 502, 178, 612]
section-heading-local-intelligence: Local Intelligence. bbox=[393, 45, 529, 60]
ad-date: October 25, 1855. bbox=[10, 626, 70, 636]
